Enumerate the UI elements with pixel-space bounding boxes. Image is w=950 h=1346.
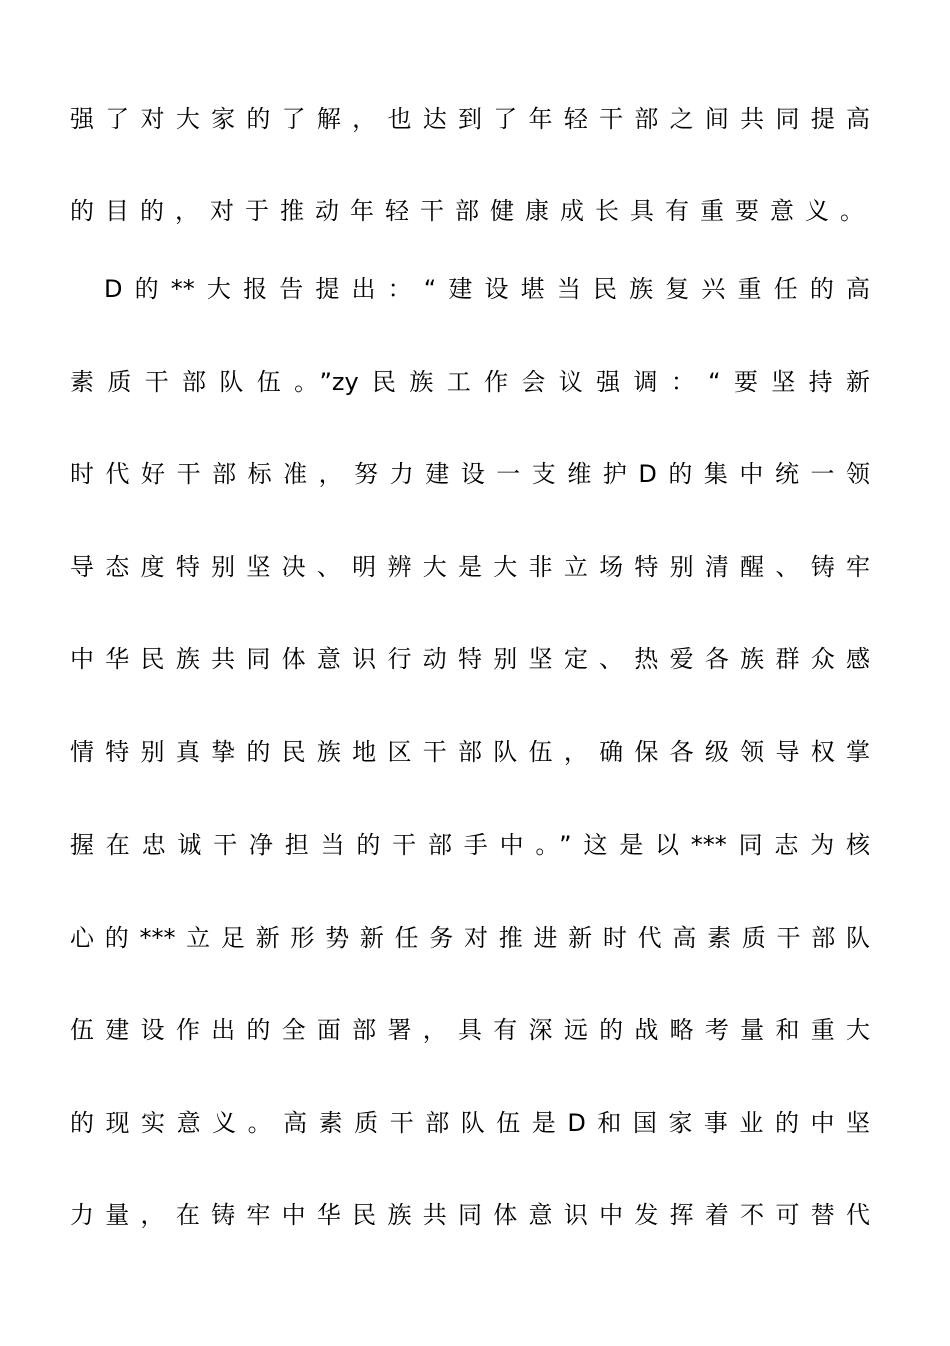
text-line-9: 握在忠诚干净担当的干部手中。”这是以***同志为核 — [70, 831, 870, 859]
text-line-1: 强了对大家的了解，也达到了年轻干部之间共同提高 — [70, 105, 870, 133]
text-line-8: 情特别真挚的民族地区干部队伍，确保各级领导权掌 — [70, 738, 870, 766]
text-line-12: 的现实意义。高素质干部队伍是D和国家事业的中坚 — [70, 1109, 870, 1137]
text-line-6: 导态度特别坚决、明辨大是大非立场特别清醒、铸牢 — [70, 553, 870, 581]
text-line-11: 伍建设作出的全面部署，具有深远的战略考量和重大 — [70, 1016, 870, 1044]
text-line-4: 素质干部队伍。”zy民族工作会议强调：“要坚持新 — [70, 368, 870, 396]
text-line-5: 时代好干部标准，努力建设一支维护D的集中统一领 — [70, 460, 870, 488]
text-line-10: 心的***立足新形势新任务对推进新时代高素质干部队 — [70, 924, 870, 952]
text-line-2: 的目的，对于推动年轻干部健康成长具有重要意义。 — [70, 197, 875, 225]
text-line-13: 力量，在铸牢中华民族共同体意识中发挥着不可替代 — [70, 1201, 870, 1229]
text-line-3: D的**大报告提出：“建设堪当民族复兴重任的高 — [104, 275, 870, 303]
text-line-7: 中华民族共同体意识行动特别坚定、热爱各族群众感 — [70, 645, 870, 673]
